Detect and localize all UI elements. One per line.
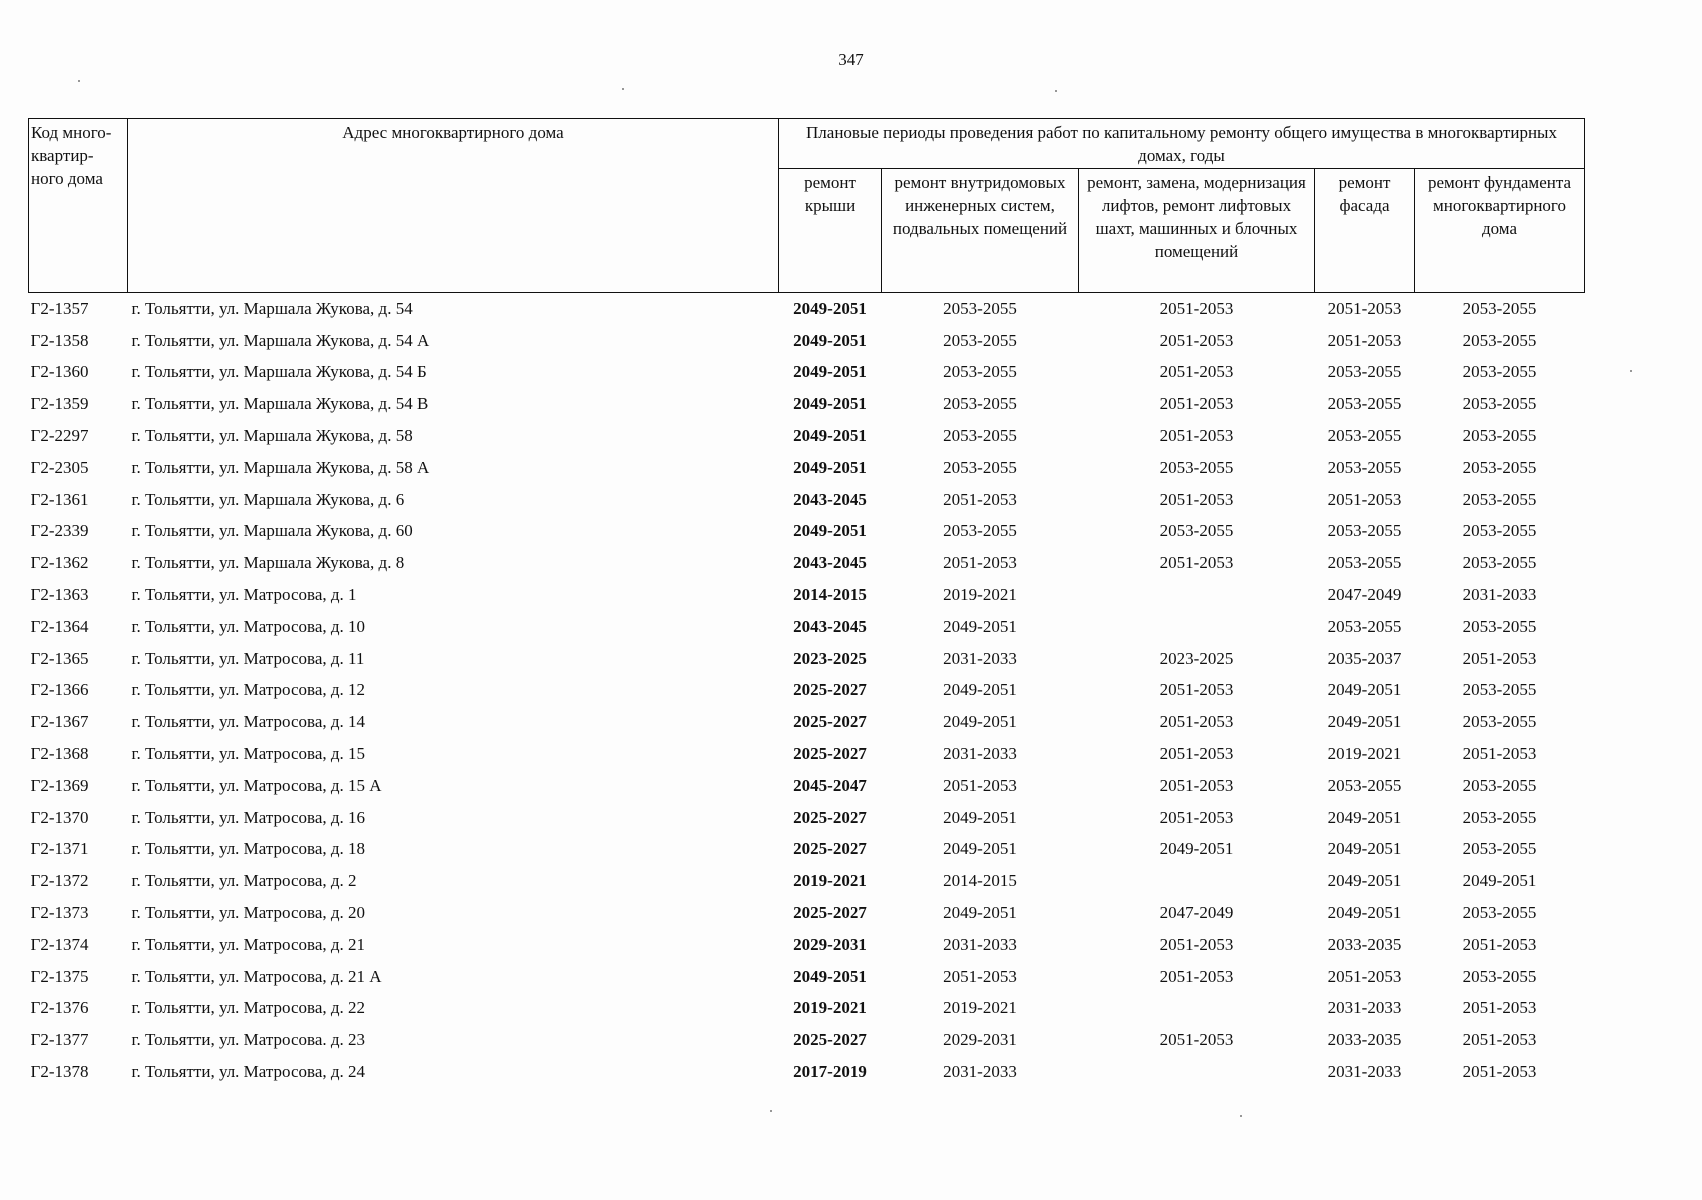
cell-roof: 2025-2027 (793, 1030, 867, 1050)
cell-facade: 2053-2055 (1327, 553, 1402, 573)
cell-code: Г2-1357 (30, 298, 89, 318)
cell-facade: 2049-2051 (1327, 712, 1402, 732)
cell-facade: 2051-2053 (1327, 330, 1402, 350)
cell-elevators: 2051-2053 (1159, 807, 1234, 827)
scan-speck (1240, 1115, 1242, 1117)
cell-systems: 2031-2033 (943, 648, 1017, 668)
cell-systems: 2049-2051 (943, 712, 1017, 732)
cell-systems: 2029-2031 (943, 1030, 1017, 1050)
cell-foundation: 2051-2053 (1462, 744, 1537, 764)
cell-systems: 2051-2053 (943, 775, 1017, 795)
table-row (29, 516, 1585, 548)
cell-elevators: 2053-2055 (1159, 457, 1234, 477)
cell-facade: 2049-2051 (1327, 807, 1402, 827)
cell-foundation: 2053-2055 (1462, 966, 1537, 986)
cell-code: Г2-1362 (30, 553, 89, 573)
cell-systems: 2053-2055 (943, 394, 1017, 414)
cell-address: г. Тольятти, ул. Матросова, д. 10 (131, 616, 366, 636)
cell-address: г. Тольятти, ул. Матросова, д. 20 (131, 903, 366, 923)
cell-foundation: 2051-2053 (1462, 1030, 1537, 1050)
cell-roof: 2043-2045 (793, 489, 867, 509)
cell-address: г. Тольятти, ул. Матросова, д. 24 (131, 1062, 366, 1082)
cell-code: Г2-1358 (30, 330, 89, 350)
cell-elevators: 2051-2053 (1159, 680, 1234, 700)
cell-facade: 2047-2049 (1327, 585, 1402, 605)
cell-systems: 2051-2053 (943, 489, 1017, 509)
header-systems: ремонт внутридомовых инженерных систем, подвальных помещений (882, 169, 1079, 293)
cell-address: г. Тольятти, ул. Маршала Жукова, д. 6 (131, 489, 405, 509)
cell-elevators: 2053-2055 (1159, 521, 1234, 541)
cell-foundation: 2053-2055 (1462, 489, 1537, 509)
cell-facade: 2035-2037 (1327, 648, 1402, 668)
cell-roof: 2017-2019 (793, 1062, 867, 1082)
cell-foundation: 2053-2055 (1462, 903, 1537, 923)
table-row (29, 929, 1585, 961)
cell-foundation: 2051-2053 (1462, 998, 1537, 1018)
cell-roof: 2025-2027 (793, 807, 867, 827)
cell-elevators (1079, 993, 1315, 1025)
cell-facade: 2033-2035 (1327, 934, 1402, 954)
cell-foundation: 2053-2055 (1462, 426, 1537, 446)
cell-foundation: 2051-2053 (1462, 1062, 1537, 1082)
cell-roof: 2049-2051 (793, 362, 867, 382)
cell-elevators: 2051-2053 (1159, 934, 1234, 954)
cell-address: г. Тольятти, ул. Матросова, д. 11 (131, 648, 365, 668)
scan-speck (78, 80, 80, 82)
cell-systems: 2049-2051 (943, 616, 1017, 636)
cell-systems: 2031-2033 (943, 934, 1017, 954)
table-row (29, 834, 1585, 866)
cell-systems: 2051-2053 (943, 553, 1017, 573)
cell-code: Г2-1359 (30, 394, 89, 414)
cell-elevators: 2049-2051 (1159, 839, 1234, 859)
cell-foundation: 2053-2055 (1462, 775, 1537, 795)
cell-facade: 2049-2051 (1327, 839, 1402, 859)
cell-code: Г2-1367 (30, 712, 89, 732)
cell-roof: 2043-2045 (793, 616, 867, 636)
cell-roof: 2025-2027 (793, 744, 867, 764)
table-row (29, 802, 1585, 834)
cell-code: Г2-1369 (30, 775, 89, 795)
cell-address: г. Тольятти, ул. Маршала Жукова, д. 58 (131, 426, 413, 446)
cell-address: г. Тольятти, ул. Матросова, д. 21 А (131, 966, 382, 986)
cell-address: г. Тольятти, ул. Маршала Жукова, д. 60 (131, 521, 413, 541)
cell-roof: 2049-2051 (793, 330, 867, 350)
table-row (29, 420, 1585, 452)
scan-speck (1055, 90, 1057, 92)
table-row (29, 388, 1585, 420)
header-code: Код много-квартир-ного дома (29, 119, 128, 293)
cell-systems: 2053-2055 (943, 298, 1017, 318)
scan-speck (770, 1110, 772, 1112)
cell-elevators: 2051-2053 (1159, 298, 1234, 318)
table-row (29, 325, 1585, 357)
table-row (29, 611, 1585, 643)
cell-roof: 2049-2051 (793, 426, 867, 446)
cell-systems: 2031-2033 (943, 744, 1017, 764)
cell-elevators: 2051-2053 (1159, 426, 1234, 446)
cell-facade: 2053-2055 (1327, 616, 1402, 636)
table-row (29, 1056, 1585, 1088)
cell-systems: 2049-2051 (943, 839, 1017, 859)
cell-systems: 2053-2055 (943, 362, 1017, 382)
table-header (29, 119, 1585, 293)
cell-elevators: 2051-2053 (1159, 330, 1234, 350)
cell-elevators: 2051-2053 (1159, 489, 1234, 509)
table-row (29, 547, 1585, 579)
cell-foundation: 2049-2051 (1462, 871, 1537, 891)
cell-foundation: 2053-2055 (1462, 712, 1537, 732)
table-row (29, 579, 1585, 611)
cell-roof: 2019-2021 (793, 871, 867, 891)
cell-address: г. Тольятти, ул. Матросова, д. 18 (131, 839, 366, 859)
cell-facade: 2033-2035 (1327, 1030, 1402, 1050)
cell-foundation: 2053-2055 (1462, 680, 1537, 700)
cell-facade: 2049-2051 (1327, 903, 1402, 923)
table-row (29, 993, 1585, 1025)
cell-systems: 2049-2051 (943, 680, 1017, 700)
cell-foundation: 2051-2053 (1462, 648, 1537, 668)
cell-code: Г2-1375 (30, 966, 89, 986)
cell-code: Г2-1376 (30, 998, 89, 1018)
cell-code: Г2-1365 (30, 648, 89, 668)
cell-address: г. Тольятти, ул. Матросова, д. 12 (131, 680, 366, 700)
cell-elevators: 2051-2053 (1159, 394, 1234, 414)
cell-address: г. Тольятти, ул. Маршала Жукова, д. 58 А (131, 457, 430, 477)
cell-facade: 2053-2055 (1327, 362, 1402, 382)
cell-foundation: 2031-2033 (1462, 585, 1537, 605)
cell-code: Г2-2339 (30, 521, 89, 541)
cell-code: Г2-1372 (30, 871, 89, 891)
cell-roof: 2023-2025 (793, 648, 867, 668)
cell-roof: 2025-2027 (793, 839, 867, 859)
cell-code: Г2-1360 (30, 362, 89, 382)
cell-foundation: 2053-2055 (1462, 807, 1537, 827)
header-elevators: ремонт, замена, модернизация лифтов, ремонт лифтовых шахт, машинных и блочных помещений (1079, 169, 1315, 293)
cell-roof: 2025-2027 (793, 903, 867, 923)
header-facade: ремонт фасада (1315, 169, 1415, 293)
table-row (29, 961, 1585, 993)
cell-facade: 2053-2055 (1327, 394, 1402, 414)
table-row (29, 452, 1585, 484)
cell-code: Г2-1364 (30, 616, 89, 636)
cell-elevators: 2051-2053 (1159, 712, 1234, 732)
cell-facade: 2031-2033 (1327, 998, 1402, 1018)
cell-code: Г2-1370 (30, 807, 89, 827)
cell-foundation: 2053-2055 (1462, 394, 1537, 414)
cell-address: г. Тольятти, ул. Матросова. д. 23 (131, 1030, 366, 1050)
cell-roof: 2029-2031 (793, 934, 867, 954)
cell-facade: 2053-2055 (1327, 457, 1402, 477)
cell-foundation: 2053-2055 (1462, 521, 1537, 541)
cell-roof: 2043-2045 (793, 553, 867, 573)
cell-systems: 2053-2055 (943, 521, 1017, 541)
cell-code: Г2-2297 (30, 426, 89, 446)
cell-elevators: 2051-2053 (1159, 775, 1234, 795)
cell-roof: 2049-2051 (793, 966, 867, 986)
cell-roof: 2049-2051 (793, 457, 867, 477)
cell-facade: 2053-2055 (1327, 775, 1402, 795)
table-row (29, 357, 1585, 389)
table-row (29, 484, 1585, 516)
cell-code: Г2-1374 (30, 934, 89, 954)
cell-elevators (1079, 1056, 1315, 1088)
cell-elevators (1079, 611, 1315, 643)
header-periods: Плановые периоды проведения работ по капитальному ремонту общего имущества в многоквартирных домах, годы (779, 119, 1585, 169)
cell-systems: 2031-2033 (943, 1062, 1017, 1082)
cell-facade: 2051-2053 (1327, 966, 1402, 986)
cell-address: г. Тольятти, ул. Матросова, д. 22 (131, 998, 366, 1018)
cell-foundation: 2053-2055 (1462, 298, 1537, 318)
cell-roof: 2049-2051 (793, 394, 867, 414)
cell-elevators: 2051-2053 (1159, 744, 1234, 764)
cell-code: Г2-1368 (30, 744, 89, 764)
page-number: 347 (838, 50, 864, 69)
cell-foundation: 2053-2055 (1462, 330, 1537, 350)
table-row (29, 1024, 1585, 1056)
cell-roof: 2049-2051 (793, 298, 867, 318)
cell-code: Г2-1373 (30, 903, 89, 923)
table-row (29, 770, 1585, 802)
table-row (29, 706, 1585, 738)
cell-facade: 2031-2033 (1327, 1062, 1402, 1082)
cell-address: г. Тольятти, ул. Маршала Жукова, д. 54 Б (131, 362, 427, 382)
cell-address: г. Тольятти, ул. Маршала Жукова, д. 54 А (131, 330, 430, 350)
header-address: Адрес многоквартирного дома (128, 119, 779, 293)
cell-address: г. Тольятти, ул. Матросова, д. 15 (131, 744, 366, 764)
cell-systems: 2019-2021 (943, 998, 1017, 1018)
cell-code: Г2-1366 (30, 680, 89, 700)
cell-systems: 2049-2051 (943, 807, 1017, 827)
cell-elevators: 2051-2053 (1159, 362, 1234, 382)
cell-systems: 2019-2021 (943, 585, 1017, 605)
cell-address: г. Тольятти, ул. Матросова, д. 16 (131, 807, 366, 827)
cell-systems: 2049-2051 (943, 903, 1017, 923)
cell-systems: 2053-2055 (943, 426, 1017, 446)
scan-speck (622, 88, 624, 90)
cell-address: г. Тольятти, ул. Маршала Жукова, д. 8 (131, 553, 405, 573)
table-row (29, 293, 1585, 325)
cell-code: Г2-1371 (30, 839, 89, 859)
cell-foundation: 2053-2055 (1462, 457, 1537, 477)
cell-code: Г2-1363 (30, 585, 89, 605)
cell-facade: 2051-2053 (1327, 489, 1402, 509)
cell-elevators: 2051-2053 (1159, 966, 1234, 986)
cell-elevators: 2051-2053 (1159, 1030, 1234, 1050)
cell-elevators: 2051-2053 (1159, 553, 1234, 573)
cell-facade: 2049-2051 (1327, 680, 1402, 700)
scan-speck (1630, 370, 1632, 372)
cell-address: г. Тольятти, ул. Матросова, д. 15 А (131, 775, 382, 795)
table-row (29, 738, 1585, 770)
cell-facade: 2019-2021 (1327, 744, 1402, 764)
header-roof: ремонт крыши (779, 169, 882, 293)
cell-systems: 2051-2053 (943, 966, 1017, 986)
cell-roof: 2045-2047 (793, 775, 867, 795)
cell-roof: 2049-2051 (793, 521, 867, 541)
cell-elevators: 2023-2025 (1159, 648, 1234, 668)
cell-foundation: 2051-2053 (1462, 934, 1537, 954)
cell-facade: 2053-2055 (1327, 426, 1402, 446)
cell-foundation: 2053-2055 (1462, 362, 1537, 382)
table-row (29, 675, 1585, 707)
cell-systems: 2014-2015 (943, 871, 1017, 891)
header-foundation: ремонт фундамента многоквартирного дома (1415, 169, 1585, 293)
cell-roof: 2019-2021 (793, 998, 867, 1018)
cell-address: г. Тольятти, ул. Матросова, д. 1 (131, 585, 357, 605)
cell-foundation: 2053-2055 (1462, 839, 1537, 859)
cell-elevators (1079, 579, 1315, 611)
cell-address: г. Тольятти, ул. Маршала Жукова, д. 54 (131, 298, 413, 318)
cell-code: Г2-1361 (30, 489, 89, 509)
cell-address: г. Тольятти, ул. Матросова, д. 14 (131, 712, 366, 732)
cell-roof: 2014-2015 (793, 585, 867, 605)
cell-elevators (1079, 865, 1315, 897)
table-row (29, 643, 1585, 675)
cell-code: Г2-1377 (30, 1030, 89, 1050)
cell-systems: 2053-2055 (943, 457, 1017, 477)
cell-code: Г2-1378 (30, 1062, 89, 1082)
cell-facade: 2051-2053 (1327, 298, 1402, 318)
cell-roof: 2025-2027 (793, 680, 867, 700)
cell-address: г. Тольятти, ул. Маршала Жукова, д. 54 В (131, 394, 429, 414)
cell-facade: 2049-2051 (1327, 871, 1402, 891)
repair-schedule-table (28, 118, 1585, 1088)
cell-foundation: 2053-2055 (1462, 553, 1537, 573)
cell-foundation: 2053-2055 (1462, 616, 1537, 636)
cell-elevators: 2047-2049 (1159, 903, 1234, 923)
table-body (29, 293, 1585, 1088)
table-row (29, 865, 1585, 897)
cell-address: г. Тольятти, ул. Матросова, д. 2 (131, 871, 357, 891)
cell-address: г. Тольятти, ул. Матросова, д. 21 (131, 934, 366, 954)
table-row (29, 897, 1585, 929)
cell-roof: 2025-2027 (793, 712, 867, 732)
cell-systems: 2053-2055 (943, 330, 1017, 350)
cell-code: Г2-2305 (30, 457, 89, 477)
cell-facade: 2053-2055 (1327, 521, 1402, 541)
